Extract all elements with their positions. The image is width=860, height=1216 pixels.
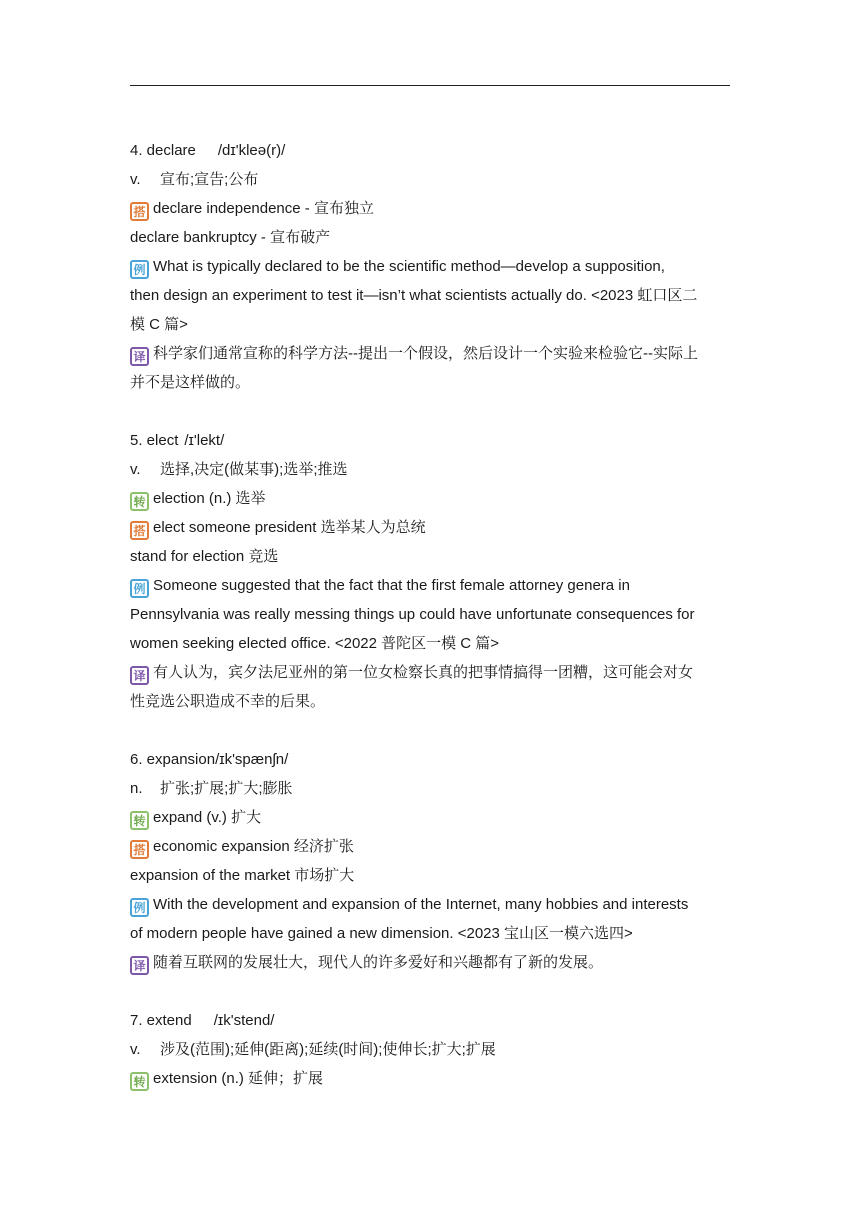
entry-heading	[130, 136, 730, 165]
part-of-speech: v.	[130, 1041, 141, 1058]
example-text: With the development and expansion of the Internet, many hobbies and interests	[153, 896, 689, 913]
example-text: Pennsylvania was really messing things up could have unfortunate consequences for	[130, 606, 695, 623]
entry-heading	[130, 745, 730, 774]
collocation-icon: 搭	[130, 521, 149, 540]
example-line	[130, 629, 730, 658]
phonetic: /dɪ'kleə(r)/	[217, 142, 286, 159]
definition: 宣布;宣告;公布	[160, 171, 259, 188]
example-text: of modern people have gained a new dimension. <2023 宝山区一模六选四>	[130, 925, 633, 942]
example-text: What is typically declared to be the scientific method—develop a supposition,	[153, 258, 665, 275]
example-line	[130, 310, 730, 339]
translation-icon: 译	[130, 347, 149, 366]
part-of-speech: v.	[130, 461, 141, 478]
entry-heading	[130, 1006, 730, 1035]
collocation: stand for election 竞选	[130, 548, 279, 565]
derivative-line	[130, 484, 730, 513]
part-of-speech: v.	[130, 171, 141, 188]
derivative-line	[130, 803, 730, 832]
derivative: extension (n.) 延伸；扩展	[153, 1070, 324, 1087]
derivative-icon: 转	[130, 811, 149, 830]
example-line	[130, 281, 730, 310]
headword: 6. expansion/ɪk'spænʃn/	[130, 751, 289, 768]
collocation-line	[130, 832, 730, 861]
example-icon: 例	[130, 898, 149, 917]
derivative-line	[130, 1064, 730, 1093]
derivative: expand (v.) 扩大	[153, 809, 262, 826]
example-line	[130, 600, 730, 629]
collocation: declare independence - 宣布独立	[153, 200, 374, 217]
collocation-line	[130, 194, 730, 223]
example-line	[130, 571, 730, 600]
definition: 选择,决定(做某事);选举;推选	[160, 461, 348, 478]
definition-line	[130, 165, 730, 194]
collocation-line	[130, 542, 730, 571]
translation-line	[130, 687, 730, 716]
definition: 扩张;扩展;扩大;膨胀	[160, 780, 293, 797]
collocation-icon: 搭	[130, 202, 149, 221]
example-text: then design an experiment to test it—isn’t what scientists actually do. <2023 虹口区二	[130, 287, 698, 304]
translation-icon: 译	[130, 956, 149, 975]
phonetic: /ɪ'lekt/	[184, 432, 225, 449]
collocation-line	[130, 223, 730, 252]
translation-line	[130, 658, 730, 687]
vocabulary-list	[130, 136, 730, 1093]
collocation-icon: 搭	[130, 840, 149, 859]
translation-text: 有人认为，宾夕法尼亚州的第一位女检察长真的把事情搞得一团糟，这可能会对女	[153, 664, 694, 681]
header-rule	[130, 85, 730, 86]
example-icon: 例	[130, 260, 149, 279]
collocation-line	[130, 513, 730, 542]
example-line	[130, 890, 730, 919]
translation-line	[130, 368, 730, 397]
definition-line	[130, 774, 730, 803]
example-icon: 例	[130, 579, 149, 598]
derivative-icon: 转	[130, 492, 149, 511]
definition-line	[130, 1035, 730, 1064]
collocation: elect someone president 选举某人为总统	[153, 519, 426, 536]
part-of-speech: n.	[130, 780, 143, 797]
entry-heading	[130, 426, 730, 455]
example-line	[130, 919, 730, 948]
translation-line	[130, 948, 730, 977]
translation-text: 性竞选公职造成不幸的后果。	[130, 693, 326, 710]
derivative: election (n.) 选举	[153, 490, 266, 507]
definition-line	[130, 455, 730, 484]
translation-text: 科学家们通常宣称的科学方法--提出一个假设，然后设计一个实验来检验它--实际上	[153, 345, 698, 362]
translation-text: 随着互联网的发展壮大，现代人的许多爱好和兴趣都有了新的发展。	[153, 954, 604, 971]
collocation: economic expansion 经济扩张	[153, 838, 354, 855]
collocation: expansion of the market 市场扩大	[130, 867, 355, 884]
translation-icon: 译	[130, 666, 149, 685]
translation-text: 并不是这样做的。	[130, 374, 251, 391]
example-line	[130, 252, 730, 281]
example-text: Someone suggested that the fact that the first female attorney genera in	[153, 577, 630, 594]
headword: 5. elect	[130, 432, 179, 449]
derivative-icon: 转	[130, 1072, 149, 1091]
headword: 7. extend	[130, 1012, 192, 1029]
example-text: 模 C 篇>	[130, 316, 188, 333]
collocation-line	[130, 861, 730, 890]
example-text: women seeking elected office. <2022 普陀区一模 C 篇>	[130, 635, 500, 652]
definition: 涉及(范围);延伸(距离);延续(时间);使伸长;扩大;扩展	[160, 1041, 496, 1058]
collocation: declare bankruptcy - 宣布破产	[130, 229, 331, 246]
headword: 4. declare	[130, 142, 196, 159]
translation-line	[130, 339, 730, 368]
phonetic: /ɪk'stend/	[213, 1012, 275, 1029]
